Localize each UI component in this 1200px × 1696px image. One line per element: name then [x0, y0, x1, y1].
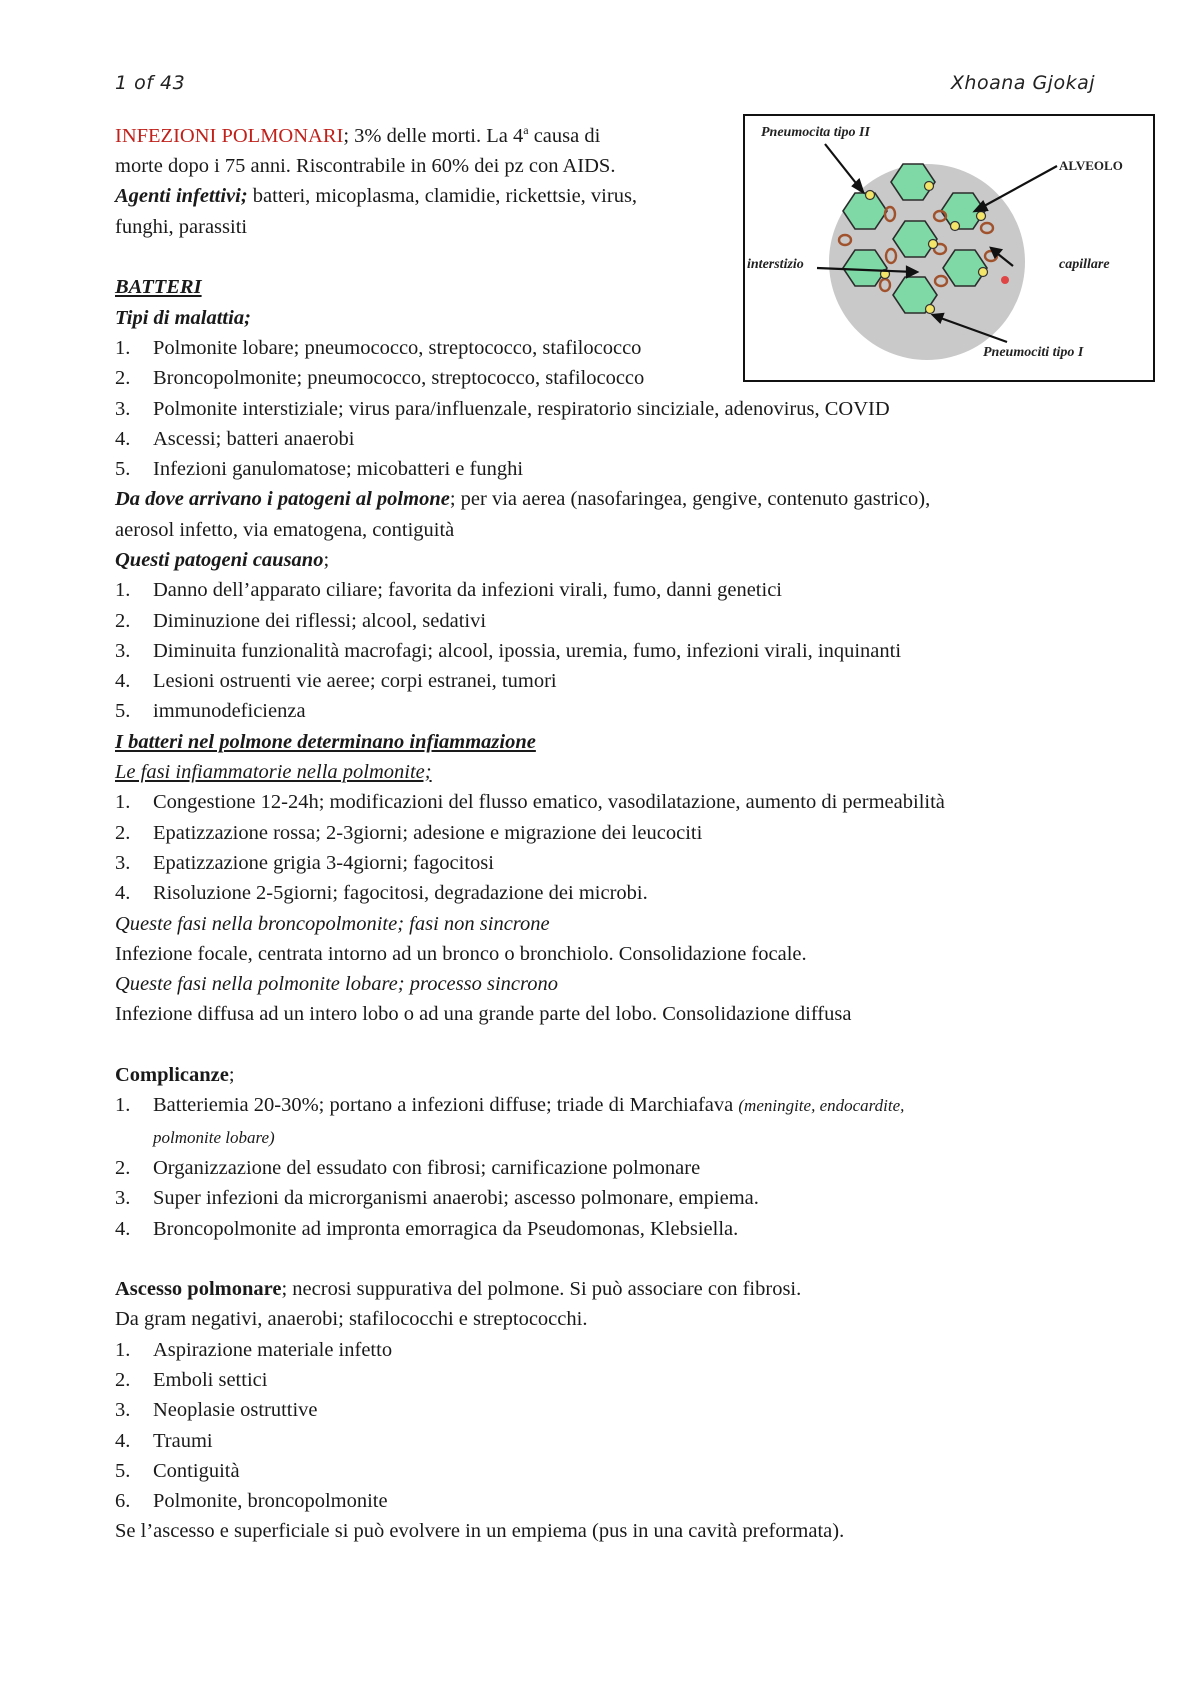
list-item: 2. Epatizzazione rossa; 2-3giorni; adesione e migrazione dei leucociti [115, 821, 703, 844]
author-name: Xhoana Gjokaj [950, 72, 1095, 94]
label-capillare: capillare [1059, 257, 1110, 272]
list-item: 2. Organizzazione del essudato con fibrosi; carnificazione polmonare [115, 1156, 701, 1179]
agents-line: Agenti infettivi; batteri, micoplasma, clamidie, rickettsie, virus, [115, 185, 638, 208]
list-item: 3. Diminuita funzionalità macrofagi; alcool, ipossia, uremia, fumo, infezioni virali, inquinanti [115, 639, 902, 662]
infiammazione-heading: I batteri nel polmone determinano infiammazione [115, 730, 536, 753]
list-item: 2. Broncopolmonite; pneumococco, streptococco, stafilococco [115, 367, 645, 390]
list-item: 4. Ascessi; batteri anaerobi [115, 427, 355, 450]
label-pneumociti-tipo-1: Pneumociti tipo I [983, 345, 1084, 360]
list-item: 4. Broncopolmonite ad impronta emorragica da Pseudomonas, Klebsiella. [115, 1217, 739, 1240]
fasi-label: Le fasi infiammatorie nella polmonite; [115, 761, 432, 784]
list-item: 3. Epatizzazione grigia 3-4giorni; fagocitosi [115, 851, 494, 874]
complicanze-list [115, 1090, 1105, 1243]
list-item: 2. Diminuzione dei riflessi; alcool, sedativi [115, 609, 487, 632]
list-item: 4. Lesioni ostruenti vie aeree; corpi estranei, tumori [115, 670, 557, 693]
tipi-label: Tipi di malattia; [115, 306, 251, 329]
list-item: 5. immunodeficienza [115, 700, 306, 723]
list-item: 1. Polmonite lobare; pneumococco, streptococco, stafilococco [115, 336, 642, 359]
intro-line-1: INFEZIONI POLMONARI; 3% delle morti. La 4$^a$ causa di [115, 123, 601, 147]
list-item: 1. Congestione 12-24h; modificazioni del flusso ematico, vasodilatazione, aumento di permeabilità [115, 791, 945, 814]
intro-line-2: morte dopo i 75 anni. Riscontrabile in 60% dei pz con AIDS. [115, 155, 616, 178]
dove-line: Da dove arrivano i patogeni al polmone; per via aerea (nasofaringea, gengive, contenuto gastrico), [115, 488, 931, 511]
label-alveolo: ALVEOLO [1059, 158, 1123, 173]
causano-list [115, 575, 1105, 726]
bronco-text: Infezione focale, centrata intorno ad un bronco o bronchiolo. Consolidazione focale. [115, 942, 807, 965]
bronco-label: Queste fasi nella broncopolmonite; fasi non sincrone [115, 912, 550, 935]
list-item: 3. Neoplasie ostruttive [115, 1399, 318, 1422]
section-title: INFEZIONI POLMONARI [115, 124, 344, 147]
list-item: 3. Polmonite interstiziale; virus para/influenzale, respiratorio sinciziale, adenovirus, COVID [115, 397, 890, 420]
label-pneumocita-tipo-2: Pneumocita tipo II [761, 125, 870, 140]
ascesso-line-2: Da gram negativi, anaerobi; stafilococchi e streptococchi. [115, 1308, 588, 1331]
list-item: 1. Batteriemia 20-30%; portano a infezioni diffuse; triade di Marchiafava (meningite, endocardite, polmonite lobare) [115, 1094, 905, 1147]
list-item: 6. Polmonite, broncopolmonite [115, 1490, 388, 1513]
list-item: 1. Danno dell’apparato ciliare; favorita da infezioni virali, fumo, danni genetici [115, 579, 782, 602]
list-item: 3. Super infezioni da microrganismi anaerobi; ascesso polmonare, empiema. [115, 1187, 759, 1210]
dove-line-2: aerosol infetto, via ematogena, contiguità [115, 518, 455, 541]
agents-label: Agenti infettivi; [115, 185, 248, 208]
page-number: 1 of 43 [115, 72, 186, 94]
document-body [115, 115, 1105, 1547]
list-item: 2. Emboli settici [115, 1369, 268, 1391]
label-interstizio: interstizio [747, 257, 804, 272]
fasi-list [115, 787, 1105, 908]
batteri-heading: BATTERI [115, 276, 202, 299]
ascesso-list [115, 1335, 1105, 1517]
agents-line-2: funghi, parassiti [115, 215, 248, 238]
page-header [115, 72, 1095, 102]
list-item: 4. Risoluzione 2-5giorni; fagocitosi, degradazione dei microbi. [115, 882, 648, 905]
ascesso-line: Ascesso polmonare; necrosi suppurativa del polmone. Si può associare con fibrosi. [115, 1278, 802, 1301]
lobare-text: Infezione diffusa ad un intero lobo o ad una grande parte del lobo. Consolidazione diffusa [115, 1003, 852, 1026]
tipi-list [115, 333, 1105, 484]
list-item: 4. Traumi [115, 1429, 213, 1452]
list-item: 5. Infezioni ganulomatose; micobatteri e funghi [115, 458, 524, 481]
lobare-label: Queste fasi nella polmonite lobare; processo sincrono [115, 973, 558, 996]
list-item: 1. Aspirazione materiale infetto [115, 1338, 393, 1361]
complicanze-label: Complicanze; [115, 1064, 235, 1087]
list-item: 5. Contiguità [115, 1459, 240, 1482]
causano-label: Questi patogeni causano; [115, 548, 330, 571]
ascesso-closing: Se l’ascesso e superficiale si può evolvere in un empiema (pus in una cavità preformata). [115, 1520, 845, 1543]
